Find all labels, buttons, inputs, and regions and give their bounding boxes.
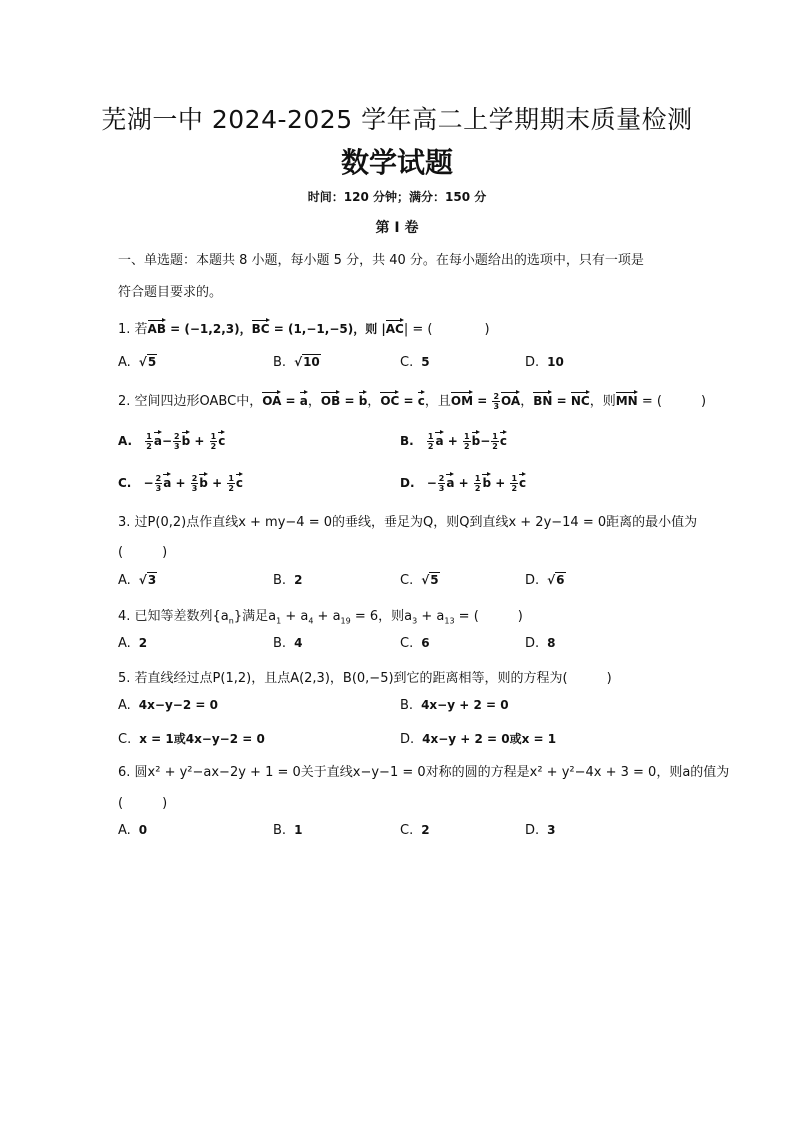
q1-bc-value: = (1,−1,−5)，则 | (269, 322, 386, 336)
sqrt-icon: √6 (547, 573, 565, 587)
question-3-line2: ( ) (118, 545, 168, 560)
vector-MN: MN (616, 390, 638, 408)
q6-option-c: C. 2 (400, 823, 430, 838)
q3-option-c: C. √5 (400, 573, 439, 588)
exam-title: 芜湖一中 2024-2025 学年高二上学期期末质量检测 (101, 105, 693, 134)
question-5: 5. 若直线经过点P(1,2)，且点A(2,3)，B(0,−5)到它的距离相等，则的方程为( ) (118, 671, 612, 686)
q1-option-c: C. 5 (400, 355, 430, 370)
vector-AC: AC (386, 318, 404, 336)
vector-OA: OA (262, 390, 281, 408)
q4-option-b: B. 4 (273, 636, 303, 651)
volume-heading: 第 I 卷 (375, 220, 419, 236)
q1-option-b: B. √10 (273, 355, 320, 370)
q3-option-b: B. 2 (273, 573, 303, 588)
question-6-line2: ( ) (118, 796, 168, 811)
vector-b: b (359, 390, 368, 408)
q3-option-a: A. √3 (118, 573, 157, 588)
vector-NC: NC (571, 390, 590, 408)
q1-prefix: 1. 若 (118, 322, 148, 337)
vector-OB: OB (321, 390, 340, 408)
q2-option-c: C. − $\frac{2}{3}$ a + $\frac{2}{3}$ b + $\frac{1}{2}$ c (118, 474, 244, 493)
exam-subtitle: 数学试题 (340, 146, 453, 179)
q6-option-a: A. 0 (118, 823, 148, 838)
vector-OC: OC (380, 390, 399, 408)
q5-option-d: D. 4x−y + 2 = 0或x = 1 (400, 732, 557, 747)
question-3-line1: 3. 过P(0,2)点作直线x + my−4 = 0的垂线，垂足为Q，则Q到直线x + 2y−14 = 0距离的最小值为 (118, 515, 698, 530)
q3-option-d: D. √6 (525, 573, 565, 588)
vector-AB: AB (148, 318, 166, 336)
sqrt-icon: √3 (138, 573, 157, 587)
q5-option-c: C. x = 1或4x−y−2 = 0 (118, 732, 265, 747)
q1-suffix: | = ( ) (403, 322, 490, 337)
q4-option-d: D. 8 (525, 636, 556, 651)
section-instructions-line1: 一、单选题：本题共 8 小题，每小题 5 分，共 40 分。在每小题给出的选项中，只有一项是 (118, 253, 644, 268)
question-4: 4. 已知等差数列$\{a_n\}$满足$a_1 + a_4 + a_{19} = 6$，则$a_3 + a_{13}$ = ( ) (118, 609, 523, 626)
q4-option-c: C. 6 (400, 636, 430, 651)
question-2: 2. 空间四边形OABC中，OA = a，OB = b，OC = c，且OM = $\frac{2}{3}$ OA，BN = NC，则MN = ( ) (118, 392, 707, 411)
q1-option-a: A. √5 (118, 355, 157, 370)
q4-option-a: A. 2 (118, 636, 148, 651)
section-instructions-line2: 符合题目要求的。 (118, 285, 223, 300)
q1-ab-value: = (−1,2,3)， (165, 322, 252, 336)
sqrt-icon: √5 (138, 355, 157, 369)
vector-a: a (300, 390, 308, 408)
sqrt-icon: √10 (294, 355, 320, 369)
exam-meta: 时间：120 分钟；满分：150 分 (307, 190, 487, 204)
vector-BN: BN (533, 390, 552, 408)
vector-BC: BC (252, 318, 270, 336)
q2-option-b: B. $\frac{1}{2}$ a + $\frac{1}{2}$ b− $\frac{1}{2}$ c (400, 432, 507, 451)
vector-OA-2: OA (501, 390, 520, 408)
question-6-line1: 6. 圆x² + y²−ax−2y + 1 = 0关于直线x−y−1 = 0对称的圆的方程是x² + y²−4x + 3 = 0，则a的值为 (118, 765, 730, 780)
sqrt-icon: √5 (421, 573, 439, 587)
q6-option-b: B. 1 (273, 823, 303, 838)
vector-OM: OM (451, 390, 473, 408)
q5-option-b: B. 4x−y + 2 = 0 (400, 698, 509, 713)
fraction-two-thirds: $\frac{2}{3}$ (493, 392, 500, 411)
q5-option-a: A. 4x−y−2 = 0 (118, 698, 218, 713)
question-1 (118, 318, 490, 337)
q6-option-d: D. 3 (525, 823, 556, 838)
q2-option-d: D. − $\frac{2}{3}$ a + $\frac{1}{2}$ b + $\frac{1}{2}$ c (400, 474, 527, 493)
vector-c: c (418, 390, 425, 408)
q2-option-a: A. $\frac{1}{2}$ a− $\frac{2}{3}$ b + $\frac{1}{2}$ c (118, 432, 226, 451)
q1-option-d: D. 10 (525, 355, 564, 370)
